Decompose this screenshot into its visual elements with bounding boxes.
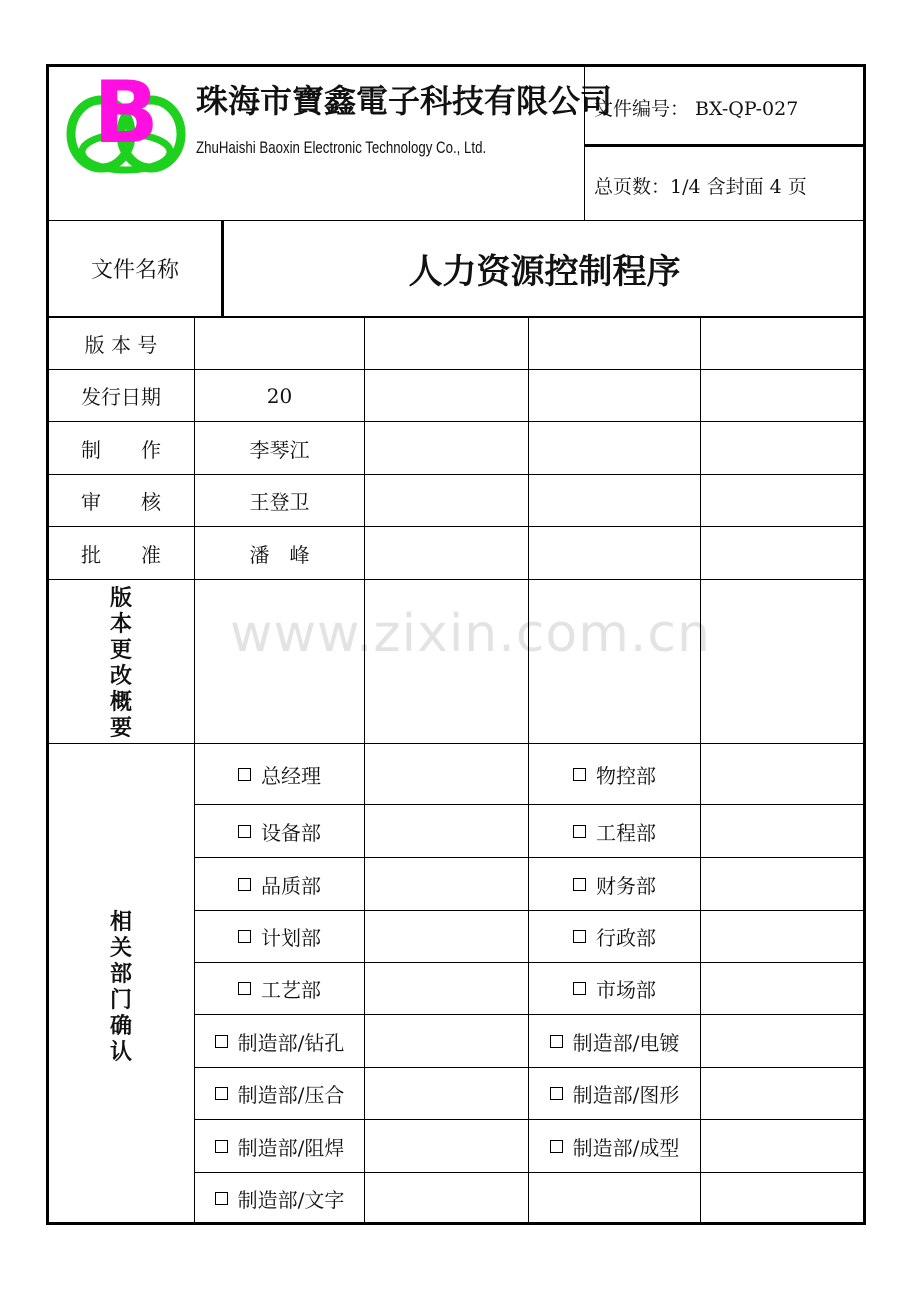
version-value [195, 318, 364, 369]
checkbox-icon[interactable] [550, 1035, 563, 1048]
dept-row-right [529, 1015, 700, 1067]
dept-name: 品质部 [261, 873, 321, 898]
checkbox-icon[interactable] [573, 825, 586, 838]
reviewed-label: 审 核 [81, 490, 161, 514]
dept-name: 计划部 [261, 926, 321, 950]
version-label: 版 本 号 [84, 333, 158, 357]
dept-row-left [195, 1173, 364, 1224]
dept-name: 行政部 [596, 926, 656, 950]
checkbox-icon[interactable] [573, 878, 586, 891]
issue-date-label: 发行日期 [81, 385, 161, 409]
vertical-char: 相 [109, 910, 132, 935]
vertical-char: 本 [109, 612, 132, 637]
checkbox-icon[interactable] [573, 768, 586, 781]
reviewed-value: 王登卫 [249, 490, 310, 514]
checkbox-icon[interactable] [238, 768, 251, 781]
dept-checkbox-item[interactable] [238, 760, 321, 789]
vertical-char: 改 [109, 664, 132, 689]
page-count: 总页数：1/4 含封面 4 页 [594, 176, 807, 198]
vertical-char: 认 [109, 1040, 132, 1065]
dept-row-right [529, 1068, 700, 1119]
dept-row-left [195, 1015, 364, 1067]
dept-row-left [195, 858, 364, 910]
company-name-en: ZhuHaishi Baoxin Electronic Technology Co., Ltd. [196, 138, 487, 157]
dept-row-left [195, 805, 364, 857]
checkbox-icon[interactable] [238, 878, 251, 891]
dept-row-right [529, 1120, 700, 1172]
dept-name: 财务部 [596, 873, 656, 898]
checkbox-icon[interactable] [573, 930, 586, 943]
logo-letter: B [93, 66, 159, 163]
approved-label: 批 准 [81, 542, 161, 567]
dept-checkbox-item[interactable] [238, 817, 321, 846]
dept-row-left [195, 1120, 364, 1172]
dept-checkbox-item[interactable] [238, 870, 321, 899]
vertical-char: 版 [109, 586, 132, 611]
dept-name: 制造部/钻孔 [237, 1030, 345, 1055]
dept-checkbox-item[interactable] [573, 817, 656, 846]
dept-name: 市场部 [596, 978, 656, 1002]
prepared-value: 李琴江 [249, 437, 310, 462]
checkbox-icon[interactable] [215, 1192, 228, 1205]
doc-name-label: 文件名称 [90, 258, 179, 283]
dept-row-right [529, 805, 700, 857]
dept-name: 制造部/压合 [237, 1083, 345, 1107]
checkbox-icon[interactable] [550, 1140, 563, 1153]
checkbox-icon[interactable] [573, 982, 586, 995]
dept-row-right [529, 858, 700, 910]
checkbox-icon[interactable] [215, 1087, 228, 1100]
company-logo [66, 66, 186, 176]
company-name-cn: 珠海市寶鑫電子科技有限公司 [196, 82, 613, 120]
issue-date-value: 20 [266, 383, 293, 408]
doc-number: 文件编号： BX-QP-027 [594, 98, 799, 120]
checkbox-icon[interactable] [238, 982, 251, 995]
dept-checkbox-item[interactable] [215, 1184, 345, 1213]
approved-value: 潘 峰 [249, 542, 310, 567]
vertical-char: 概 [109, 690, 132, 715]
checkbox-icon[interactable] [550, 1087, 563, 1100]
dept-row-left [195, 911, 364, 962]
vertical-char: 要 [109, 716, 132, 741]
dept-name: 总经理 [261, 763, 321, 788]
doc-title: 人力资源控制程序 [408, 252, 681, 292]
checkbox-icon[interactable] [238, 930, 251, 943]
vertical-char: 更 [109, 638, 132, 663]
dept-row-right [529, 911, 700, 962]
dept-checkbox-item[interactable] [215, 1132, 345, 1161]
dept-name: 工艺部 [261, 978, 321, 1002]
vertical-char: 关 [109, 936, 132, 961]
dept-row-left [195, 1068, 364, 1119]
dept-checkbox-item[interactable] [573, 760, 656, 789]
dept-checkbox-item[interactable] [550, 1079, 680, 1108]
dept-row-right [529, 963, 700, 1014]
dept-checkbox-item[interactable] [550, 1027, 680, 1056]
vertical-char: 部 [109, 962, 132, 987]
dept-row-right [529, 744, 700, 804]
dept-checkbox-item[interactable] [573, 922, 656, 951]
prepared-label: 制 作 [81, 437, 161, 462]
watermark: www.zixin.com.cn [230, 604, 711, 664]
checkbox-icon[interactable] [238, 825, 251, 838]
dept-checkbox-item[interactable] [573, 870, 656, 899]
checkbox-icon[interactable] [215, 1035, 228, 1048]
dept-checkbox-item[interactable] [215, 1079, 345, 1108]
dept-checkbox-item[interactable] [550, 1132, 680, 1161]
dept-name: 物控部 [596, 763, 656, 788]
dept-name: 制造部/文字 [237, 1188, 345, 1212]
dept-checkbox-item[interactable] [215, 1027, 345, 1056]
dept-checkbox-item[interactable] [238, 922, 321, 951]
dept-row-left [195, 744, 364, 804]
dept-name: 制造部/阻焊 [237, 1135, 345, 1160]
checkbox-icon[interactable] [215, 1140, 228, 1153]
dept-name: 制造部/电镀 [572, 1030, 680, 1055]
vertical-char: 确 [109, 1014, 132, 1039]
dept-name: 制造部/图形 [572, 1083, 680, 1107]
dept-row-left [195, 963, 364, 1014]
dept-name: 工程部 [596, 820, 656, 845]
dept-checkbox-item[interactable] [238, 974, 321, 1003]
dept-name: 设备部 [261, 820, 321, 845]
dept-name: 制造部/成型 [572, 1135, 680, 1160]
vertical-char: 门 [109, 988, 132, 1013]
dept-checkbox-item[interactable] [573, 974, 656, 1003]
